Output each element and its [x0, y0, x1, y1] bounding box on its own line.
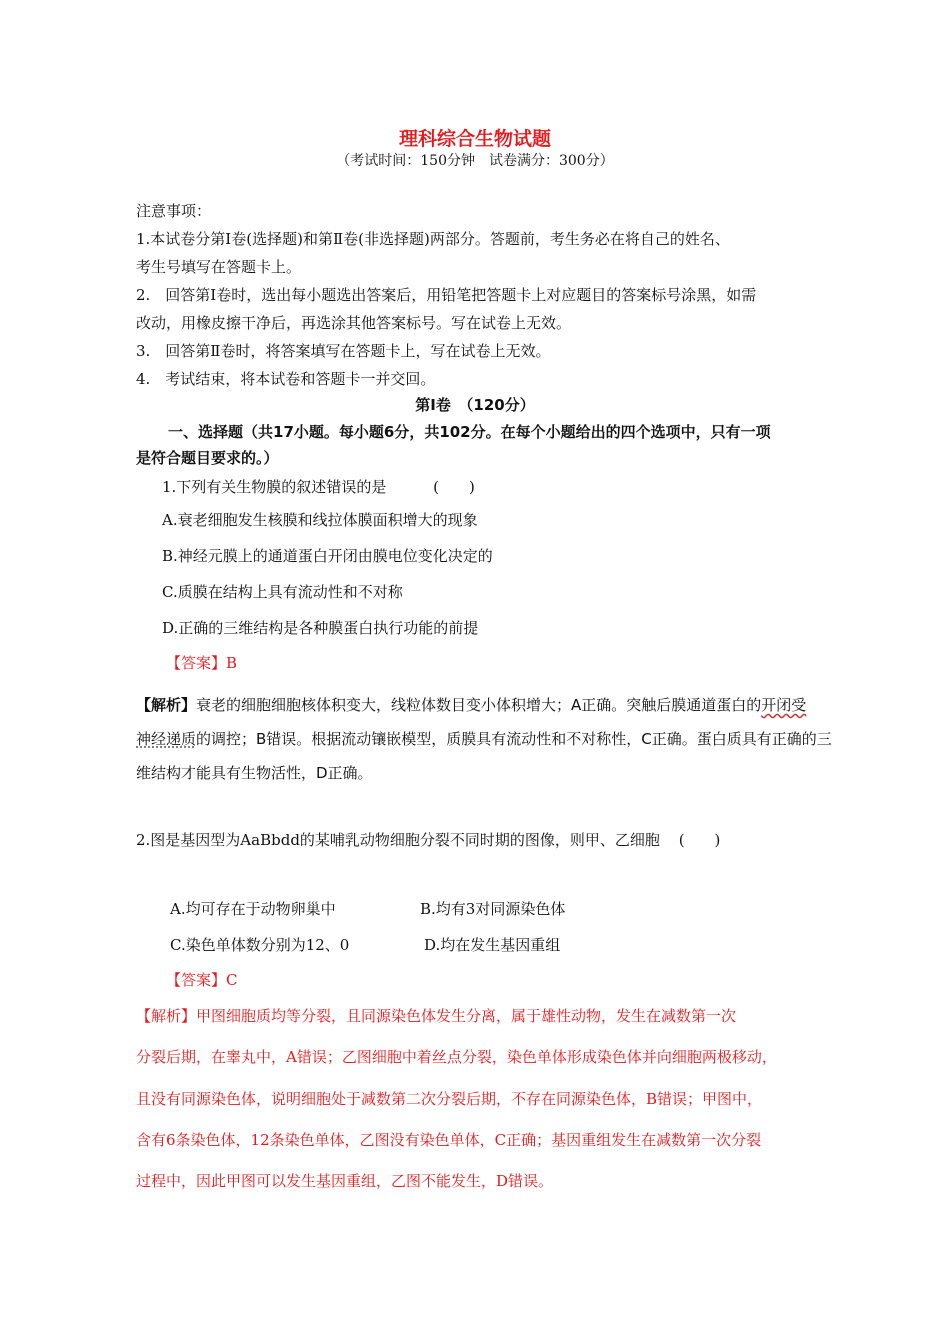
- question-1-stem: [162, 476, 475, 497]
- analysis-tag: 【解析】: [136, 1007, 197, 1025]
- question-1-analysis-line-3: 维结构才能具有生物活性，D正确。: [136, 764, 373, 782]
- question-2-analysis-line-4: 含有6条染色体，12条染色单体，乙图没有染色单体，C正确；基因重组发生在减数第一次分裂: [136, 1131, 762, 1149]
- analysis-text: 甲图细胞质均等分裂，且同源染色体发生分离，属于雄性动物，发生在减数第一次: [196, 1007, 737, 1025]
- answer-tag: 【答案】: [166, 654, 227, 672]
- question-1-analysis-line-2: [136, 728, 832, 749]
- question-2-stem: [136, 829, 720, 850]
- question-1-option-c: C.质膜在结构上具有流动性和不对称: [162, 583, 403, 601]
- question-1-option-d: D.正确的三维结构是各种膜蛋白执行功能的前提: [162, 619, 479, 637]
- page-title: 理科综合生物试题: [398, 128, 551, 150]
- question-2-analysis-line-2: 分裂后期，在睾丸中，A错误；乙图细胞中着丝点分裂，染色单体形成染色体并向细胞两极移动，: [136, 1048, 777, 1066]
- section-instruction-1: 一、选择题（共17小题。每小题6分，共102分。在每个小题给出的四个选项中，只有一项: [168, 423, 771, 441]
- question-2-analysis-line-1: [136, 1005, 736, 1026]
- notes-line-2b: 改动，用橡皮擦干净后，再选涂其他答案标号。写在试卷上无效。: [136, 314, 572, 332]
- notes-line-3: 3. 回答第Ⅱ卷时，将答案填写在答题卡上，写在试卷上无效。: [136, 342, 551, 360]
- question-2-answer: [166, 969, 238, 990]
- question-2-stem-text: 2.图是基因型为AaBbdd的某哺乳动物细胞分裂不同时期的图像，则甲、乙细胞: [136, 831, 660, 849]
- answer-value: C: [226, 971, 238, 989]
- question-2-option-c: C.染色单体数分别为12、0: [170, 936, 350, 954]
- question-2-option-b: B.均有3对同源染色体: [420, 900, 566, 918]
- notes-line-1: 1.本试卷分第Ⅰ卷(选择题)和第Ⅱ卷(非选择题)两部分。答题前，考生务必在将自己的姓名、: [136, 230, 730, 248]
- question-2-analysis-line-3: 且没有同源染色体，说明细胞处于减数第二次分裂后期，不存在同源染色体，B错误；甲图中，: [136, 1090, 763, 1108]
- notes-line-1b: 考生号填写在答题卡上。: [136, 258, 302, 276]
- answer-value: B: [226, 654, 238, 672]
- analysis-text: 衰老的细胞细胞核体积变大，线粒体数目变小体积增大；A正确。突触后膜通道蛋白的: [196, 696, 762, 714]
- question-2-bracket: ( ): [678, 831, 721, 849]
- analysis-text: 的调控；B错误。根据流动镶嵌模型，质膜具有流动性和不对称性，C正确。蛋白质具有正确的三: [196, 730, 832, 748]
- question-2-option-d: D.均在发生基因重组: [424, 936, 561, 954]
- page-subtitle: （考试时间：150分钟 试卷满分：300分）: [336, 153, 614, 169]
- question-1-bracket: ( ): [433, 478, 475, 496]
- question-1-option-a: A.衰老细胞发生核膜和线拉体膜面积增大的现象: [162, 511, 478, 529]
- notes-line-2: 2. 回答第Ⅰ卷时，选出每小题选出答案后，用铅笔把答题卡上对应题目的答案标号涂黑，如需: [136, 286, 757, 304]
- analysis-text-underlined: 开闭受: [761, 696, 807, 714]
- analysis-tag: 【解析】: [136, 696, 197, 714]
- question-2-option-a: A.均可存在于动物卵巢中: [170, 900, 336, 918]
- question-1-stem-text: 1.下列有关生物膜的叙述错误的是: [162, 478, 387, 496]
- question-1-option-b: B.神经元膜上的通道蛋白开闭由膜电位变化决定的: [162, 547, 493, 565]
- notes-heading: 注意事项：: [136, 202, 212, 220]
- answer-tag: 【答案】: [166, 971, 227, 989]
- section-heading: 第Ⅰ卷 （120分）: [415, 396, 535, 414]
- question-1-answer: [166, 652, 237, 673]
- section-instruction-2: 是符合题目要求的。）: [136, 449, 279, 467]
- question-1-analysis-line-1: [136, 694, 806, 715]
- notes-line-4: 4. 考试结束，将本试卷和答题卡一并交回。: [136, 370, 436, 388]
- analysis-text-underlined: 神经递质: [136, 730, 197, 748]
- question-2-analysis-line-5: 过程中，因此甲图可以发生基因重组，乙图不能发生，D错误。: [136, 1172, 554, 1190]
